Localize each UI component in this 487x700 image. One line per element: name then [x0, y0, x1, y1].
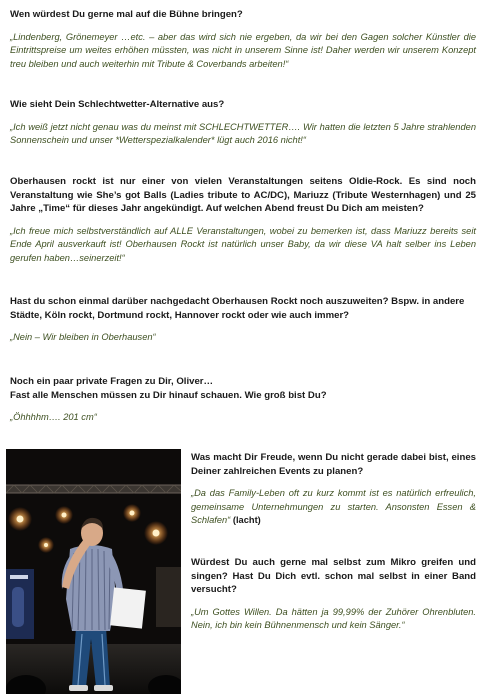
answer-6-text: „Da das Family-Leben oft zu kurz kommt ist es natürlich erfreulich, gemeinsame Unternehmungen zu starten. Ansonsten Essen & Schlafen“ [191, 488, 476, 525]
qa-block-7 [191, 556, 476, 633]
answer-3: „Ich freue mich selbstverständlich auf ALLE Veranstaltungen, wobei zu bemerken ist, dass Mariuzz bereits seit Ende April ausverkauft ist! Oberhausen Rockt ist natürlich unser Baby, da wir diese VA halt selber ins Leben gerufen haben…seinerzeit!“ [10, 225, 476, 263]
qa-block-1 [10, 8, 476, 71]
question-1: Wen würdest Du gerne mal auf die Bühne bringen? [10, 9, 243, 20]
question-7: Würdest Du auch gerne mal selbst zum Mikro greifen und singen? Hast Du Dich evtl. schon mal selbst in einer Band versucht? [191, 557, 476, 595]
answer-6 [191, 487, 476, 528]
qa-block-3 [10, 175, 476, 265]
stage-photo [6, 449, 181, 694]
question-4: Hast du schon einmal darüber nachgedacht Oberhausen Rockt noch auszuweiten? Bspw. in andere Städte, Köln rockt, Dortmund rockt, Hannover rockt oder wie auch immer? [10, 296, 465, 321]
answer-2: „Ich weiß jetzt nicht genau was du meinst mit SCHLECHTWETTER…. Wir hatten die letzten 5 Jahre strahlenden Sonnenschein und unser *Wetterspezialkalender* lügt auch 2016 nicht!“ [10, 121, 476, 145]
qa-block-4 [10, 295, 476, 345]
question-3: Oberhausen rockt ist nur einer von vielen Veranstaltungen seitens Oldie-Rock. Es sind noch Veranstaltung wie She’s got Balls (Ladies tribute to AC/DC), Mariuzz (Tribute Westernhagen) und 25 Jahre „Time“ für dieses Jahr angekündigt. Auf welchen Abend freust Du Dich am meisten? [10, 176, 476, 214]
question-5: Fast alle Menschen müssen zu Dir hinauf schauen. Wie groß bist Du? [10, 389, 327, 401]
qa-block-2 [10, 98, 476, 148]
answer-7: „Um Gottes Willen. Da hätten ja 99,99% der Zuhörer Ohrenbluten. Nein, ich bin kein Bühnenmensch und kein Sänger.“ [191, 606, 476, 630]
question-2: Wie sieht Dein Schlechtwetter-Alternative aus? [10, 99, 225, 110]
qa-block-6 [191, 451, 476, 528]
qa-block-5 [10, 375, 476, 425]
question-6: Was macht Dir Freude, wenn Du nicht gerade dabei bist, eines Deiner zahlreichen Events zu planen? [191, 452, 476, 477]
stage-photo-illustration [6, 449, 181, 694]
answer-1: „Lindenberg, Grönemeyer …etc. – aber das wird sich nie ergeben, da wir bei den Gagen solcher Künstler die Eintrittspreise um weites erhöhen müssten, was nicht in unserem Sinne ist! Daher werden wir unserem Konzept treu bleiben und auch weiterhin mit Tribute & Coverbands arbeiten!“ [10, 31, 476, 69]
answer-4: „Nein – Wir bleiben in Oberhausen“ [10, 332, 156, 342]
answer-5: „Öhhhhm…. 201 cm“ [10, 412, 97, 422]
answer-6-note: (lacht) [232, 515, 261, 525]
section-intro: Noch ein paar private Fragen zu Dir, Oliver… [10, 376, 214, 387]
